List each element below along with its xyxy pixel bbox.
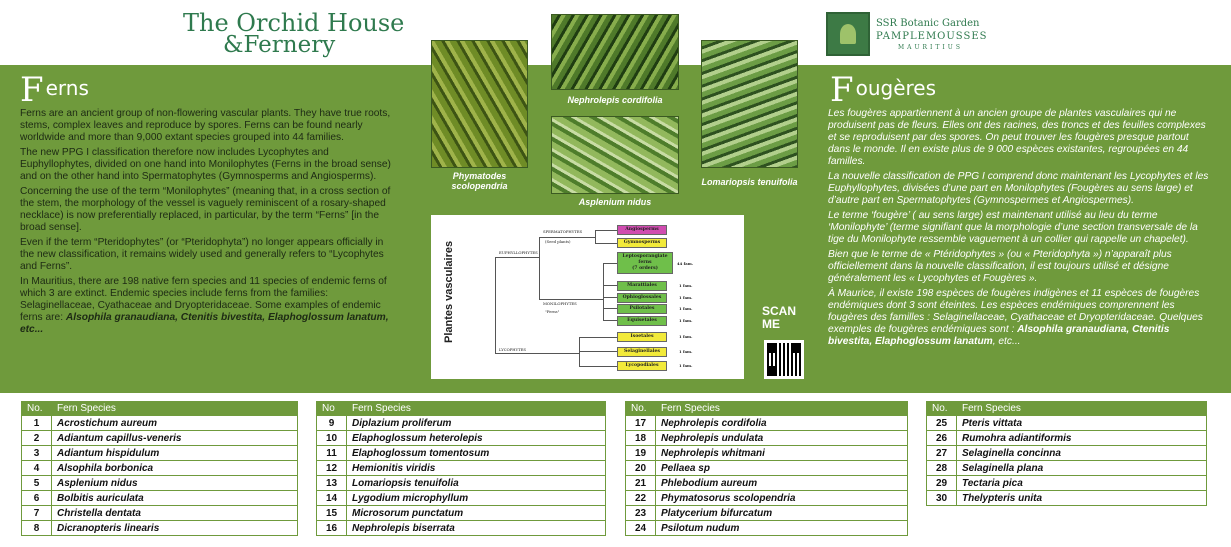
species-number: 12 [317, 461, 347, 476]
species-name: Tectaria pica [957, 476, 1207, 491]
species-name: Phlebodium aureum [656, 476, 908, 491]
diagram-axis-title: Plantes vasculaires [443, 240, 455, 343]
species-number: 30 [927, 491, 957, 506]
species-number: 27 [927, 446, 957, 461]
title-initial: F [830, 70, 854, 110]
species-table-3 [625, 401, 908, 536]
table-row [626, 431, 908, 446]
col-header-species: Fern Species [656, 402, 908, 416]
paragraph: Les fougères appartiennent à un ancien groupe de plantes vasculaires qui ne produisent pas de fleurs. Elles ont des racines, des troncs et des feuilles complexes et se reproduisent par des spores. On peut trouver les fougères presque partout dans le monde. Il en existe plus de 9 000 espèces existantes, regroupées en 44 familles. [828, 108, 1206, 167]
species-number: 20 [626, 461, 656, 476]
table-row [626, 476, 908, 491]
logo-line-2: &Fernery [223, 32, 336, 58]
table-row [317, 521, 606, 536]
fern-photo-phymatodes [431, 40, 528, 168]
species-name: Lomariopsis tenuifolia [347, 476, 606, 491]
table-row [22, 476, 298, 491]
marattiales-box: Marattiales [617, 281, 667, 291]
table-row [927, 461, 1207, 476]
table-row [317, 476, 606, 491]
species-name: Thelypteris unita [957, 491, 1207, 506]
caption-line: scolopendria [451, 181, 508, 191]
clade-label: LYCOPHYTES [499, 347, 527, 352]
box-line: ferns [638, 260, 652, 265]
isoetales-box: Isoetales [617, 332, 667, 342]
species-name: Nephrolepis cordifolia [656, 416, 908, 431]
species-name: Adiantum capillus-veneris [52, 431, 298, 446]
clade-label: EUPHYLLOPHYTES [499, 250, 538, 255]
species-number: 19 [626, 446, 656, 461]
paragraph: Le terme ‘fougère’ ( au sens large) est maintenant utilisé au lieu du terme ‘Monilophyte’ (terme signifiant que la morphologie d’une section transversale de la tige du Monilophyte ressemble vaguement à un collier qui rappelle un chapelet). [828, 210, 1198, 245]
species-name: Diplazium proliferum [347, 416, 606, 431]
species-number: 7 [22, 506, 52, 521]
psilotales-box: Psilotales [617, 304, 667, 314]
species-name: Phymatosorus scolopendria [656, 491, 908, 506]
paragraph [828, 288, 1212, 348]
species-name: Adiantum hispidulum [52, 446, 298, 461]
table-row [317, 491, 606, 506]
ophioglossales-box: Ophioglossales [617, 293, 667, 303]
species-number: 10 [317, 431, 347, 446]
species-name: Pellaea sp [656, 461, 908, 476]
species-number: 5 [22, 476, 52, 491]
family-count: 1 fam. [679, 334, 693, 339]
box-line: (7 orders) [632, 266, 658, 271]
clade-label: MONILOPHYTES [543, 301, 577, 306]
species-name: Microsorum punctatum [347, 506, 606, 521]
species-number: 17 [626, 416, 656, 431]
scan-line: ME [762, 317, 780, 331]
equisetales-box: Equisetales [617, 316, 667, 326]
english-text [20, 108, 398, 339]
clade-label: (Seed plants) [545, 239, 571, 244]
species-name: Hemionitis viridis [347, 461, 606, 476]
table-row [22, 506, 298, 521]
paragraph [20, 276, 398, 336]
table-row [626, 491, 908, 506]
orchid-house-logo [183, 9, 405, 58]
species-number: 22 [626, 491, 656, 506]
phylogeny-diagram [431, 215, 744, 379]
table-row [927, 416, 1207, 431]
paragraph: Bien que le terme de « Ptéridophytes » (ou « Pteridophyta ») n’apparaît plus officiellement dans la nouvelle classification, il est toujours utilisé et désigne généralement les « Lycophytes et Fougères ». [828, 249, 1172, 284]
title-rest: ougères [855, 76, 937, 100]
fern-photo-lomariopsis [701, 40, 798, 168]
species-number: 9 [317, 416, 347, 431]
table-row [927, 491, 1207, 506]
species-name: Selaginella plana [957, 461, 1207, 476]
box-line: Leptosporangiate [622, 254, 668, 259]
species-name: Elaphoglossum tomentosum [347, 446, 606, 461]
clade-label: "Ferns" [545, 309, 560, 314]
table-row [927, 446, 1207, 461]
species-name: Elaphoglossum heterolepis [347, 431, 606, 446]
table-row [22, 461, 298, 476]
family-count: 1 fam. [679, 283, 693, 288]
angiosperms-box: Angiosperms [617, 225, 667, 235]
species-number: 6 [22, 491, 52, 506]
species-number: 21 [626, 476, 656, 491]
table-row [626, 521, 908, 536]
paragraph: Even if the term “Pteridophytes” (or “Pteridophyta”) no longer appears officially in the new classification, it remains widely used and generally refers to “Lycophytes and Ferns”. [20, 237, 384, 272]
photo-caption: Lomariopsis tenuifolia [701, 177, 798, 187]
col-header-no: No. [927, 402, 957, 416]
table-row [317, 431, 606, 446]
garden-name: SSR Botanic Garden [876, 18, 980, 29]
table-row [927, 431, 1207, 446]
species-number: 29 [927, 476, 957, 491]
clade-label: SPERMATOPHYTES [543, 229, 583, 234]
species-table-1 [21, 401, 298, 536]
species-number: 14 [317, 491, 347, 506]
table-row [22, 431, 298, 446]
leptosporangiate-box [617, 252, 673, 274]
species-number: 13 [317, 476, 347, 491]
species-number: 25 [927, 416, 957, 431]
species-name: Psilotum nudum [656, 521, 908, 536]
species-name: Rumohra adiantiformis [957, 431, 1207, 446]
species-number: 1 [22, 416, 52, 431]
photo-caption [431, 171, 528, 191]
logo-line-1: The Orchid House [183, 9, 405, 37]
species-name: Lygodium microphyllum [347, 491, 606, 506]
paragraph: La nouvelle classification de PPG I comprend donc maintenant les Lycophytes et les Euphyllophytes, divisées d’une part en Monilophytes (Fougères au sens large) et d’autre part en Spermatophytes (Gymnospermes et Angiospermes). [828, 171, 1209, 206]
species-number: 28 [927, 461, 957, 476]
family-count: 44 fam. [677, 261, 694, 266]
species-name: Dicranopteris linearis [52, 521, 298, 536]
family-count: 1 fam. [679, 306, 693, 311]
lycopodiales-box: Lycopodiales [617, 361, 667, 371]
species-number: 16 [317, 521, 347, 536]
table-row [22, 521, 298, 536]
table-row [22, 491, 298, 506]
species-number: 11 [317, 446, 347, 461]
fern-photo-nephrolepis [551, 14, 679, 90]
species-number: 23 [626, 506, 656, 521]
paragraph-text: À Maurice, il existe 198 espèces de fougères indigènes et 11 espèces de fougères endémiques dont 3 sont éteintes. Les espèces endémiques comprennent les fougères des familles : Selaginellaceae, Cyathaceae et Dryopteridaceae. Quelques exemples de fougères endémiques sont : [828, 288, 1203, 335]
selaginellales-box: Selaginellales [617, 347, 667, 357]
table-row [626, 446, 908, 461]
photo-caption: Asplenium nidus [578, 197, 652, 207]
table-row [626, 461, 908, 476]
species-name: Platycerium bifurcatum [656, 506, 908, 521]
col-header-species: Fern Species [957, 402, 1207, 416]
caption-line: Phymatodes [452, 171, 507, 181]
species-number: 2 [22, 431, 52, 446]
family-count: 1 fam. [679, 349, 693, 354]
scan-me-label [762, 305, 796, 331]
table-row [317, 446, 606, 461]
species-name: Pteris vittata [957, 416, 1207, 431]
paragraph-end: , etc... [992, 336, 1021, 347]
species-number: 26 [927, 431, 957, 446]
species-name: Acrostichum aureum [52, 416, 298, 431]
species-number: 24 [626, 521, 656, 536]
species-name: Bolbitis auriculata [52, 491, 298, 506]
garden-country: MAURITIUS [898, 44, 963, 51]
english-section-title [20, 70, 89, 110]
species-number: 15 [317, 506, 347, 521]
species-number: 8 [22, 521, 52, 536]
garden-logo-text [876, 18, 987, 51]
table-row [927, 476, 1207, 491]
table-row [22, 416, 298, 431]
paragraph: The new PPG I classification therefore now includes Lycophytes and Euphyllophytes, divided on one hand into Monilophytes (Ferns in the broad sense) and on the other hand into Spermatophytes (Gymnosperms and Angiosperms). [20, 147, 391, 182]
table-row [317, 506, 606, 521]
gymnosperms-box: Gymnosperms [617, 238, 667, 248]
species-name: Selaginella concinna [957, 446, 1207, 461]
col-header-no: No. [626, 402, 656, 416]
title-initial: F [20, 70, 44, 110]
species-table-4 [926, 401, 1207, 506]
qr-code-icon[interactable] [764, 340, 804, 379]
species-number: 4 [22, 461, 52, 476]
garden-place: PAMPLEMOUSSES [876, 31, 988, 42]
species-table-2 [316, 401, 606, 536]
col-header-species: Fern Species [52, 402, 298, 416]
table-row [626, 416, 908, 431]
col-header-species: Fern Species [347, 402, 606, 416]
endemic-examples: Alsophila granaudiana, Ctenitis bivestita, Elaphoglossum lanatum [828, 324, 1170, 347]
species-name: Nephrolepis undulata [656, 431, 908, 446]
family-count: 1 fam. [679, 318, 693, 323]
scan-line: SCAN [762, 304, 797, 318]
species-name: Nephrolepis whitmani [656, 446, 908, 461]
species-name: Nephrolepis biserrata [347, 521, 606, 536]
table-row [22, 446, 298, 461]
species-number: 3 [22, 446, 52, 461]
species-name: Christella dentata [52, 506, 298, 521]
col-header-no: No. [22, 402, 52, 416]
species-name: Alsophila borbonica [52, 461, 298, 476]
endemic-examples: Alsophila granaudiana, Ctenitis bivestita, Elaphoglossum lanatum, etc... [20, 312, 389, 335]
paragraph-text: In Mauritius, there are 198 native fern species and 11 species of endemic ferns of which 3 are extinct. Endemic species include ferns from the families: Selaginellaceae, Cyathaceae and Dryopteridaceae. Some examples of endemic ferns are: [20, 276, 387, 323]
palm-tree-icon [826, 12, 870, 56]
col-header-no: No [317, 402, 347, 416]
table-row [317, 416, 606, 431]
paragraph: Ferns are an ancient group of non-flowering vascular plants. They have true roots, stems, complex leaves and reproduce by spores. Ferns can be found nearly worldwide and more than 9,000 extant species grouped into 44 families. [20, 108, 391, 143]
french-section-title [830, 70, 936, 110]
family-count: 1 fam. [679, 295, 693, 300]
title-rest: erns [45, 76, 89, 100]
photo-caption: Nephrolepis cordifolia [567, 95, 663, 105]
species-number: 18 [626, 431, 656, 446]
table-row [317, 461, 606, 476]
paragraph: Concerning the use of the term “Monilophytes” (meaning that, in a cross section of the stem, the morphology of the vessel is vaguely reminiscent of a rosary-shaped necklace) is now preferentially replaced, in particular, by the term “Ferns” [in the broad sense]. [20, 186, 391, 233]
fern-photo-asplenium [551, 116, 679, 194]
french-text [828, 108, 1212, 351]
table-row [626, 506, 908, 521]
family-count: 1 fam. [679, 363, 693, 368]
species-name: Asplenium nidus [52, 476, 298, 491]
